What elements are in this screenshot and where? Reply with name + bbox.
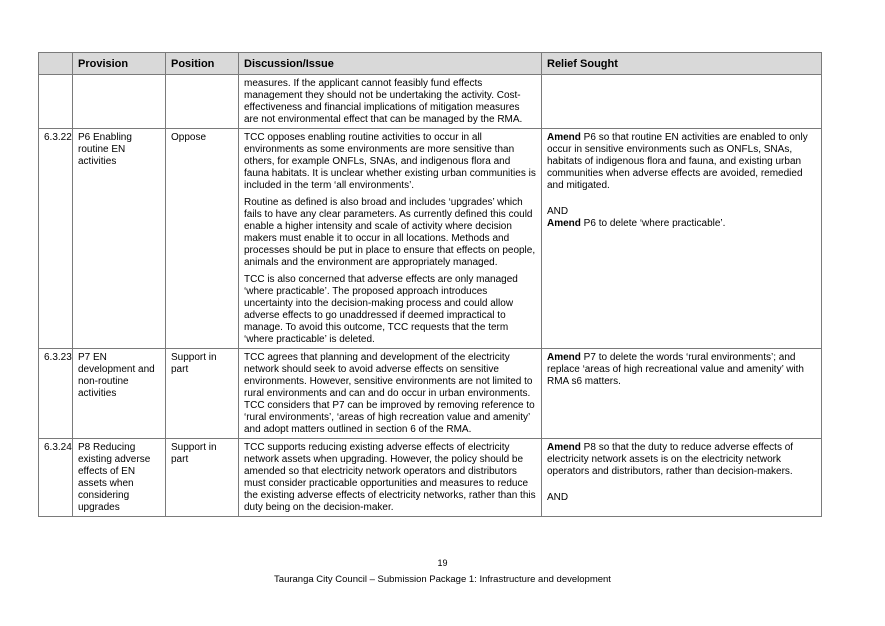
discussion-paragraph: TCC is also concerned that adverse effects are only managed ‘where practicable’. The proposed approach introduces uncertainty into the decision-making process and could allow adverse effects to go unaddressed if deemed impractical to manage. To avoid this outcome, TCC requests that the term ‘where practicable’ is deleted.	[244, 274, 518, 345]
discussion-paragraph: TCC opposes enabling routine activities to occur in all environments as some environments are more sensitive than others, for example ONFLs, SNAs, and indigenous flora and fauna habitats. It is unclear whether existing urban communities is included in the term ‘all environments’.	[244, 132, 536, 191]
cell-ref	[39, 75, 73, 129]
relief-action: Amend	[547, 218, 581, 229]
relief-text: AND	[547, 206, 569, 217]
cell-position: Support in part	[166, 439, 239, 517]
header-provision: Provision	[73, 53, 166, 75]
table-row	[39, 75, 822, 129]
relief-action: Amend	[547, 442, 581, 453]
cell-discussion	[239, 439, 542, 517]
relief-action: Amend	[547, 352, 581, 363]
submission-table	[38, 52, 822, 517]
cell-relief	[542, 75, 822, 129]
table-row	[39, 349, 822, 439]
relief-paragraph	[547, 206, 816, 218]
table-row	[39, 439, 822, 517]
cell-provision	[73, 75, 166, 129]
header-relief: Relief Sought	[542, 53, 822, 75]
page-number: 19	[437, 558, 448, 568]
cell-position	[166, 75, 239, 129]
cell-ref: 6.3.24	[39, 439, 73, 517]
discussion-paragraph: TCC supports reducing existing adverse effects of electricity network assets when upgrading. However, the policy should be amended so that electricity network operators and distributors must consider practicable opportunities and measures to reduce the existing adverse effects of electricity networks, rather than this duty being on the decision-maker.	[244, 442, 536, 513]
relief-paragraph	[547, 352, 816, 388]
header-ref	[39, 53, 73, 75]
cell-discussion	[239, 349, 542, 439]
cell-discussion	[239, 129, 542, 349]
footer-title: Tauranga City Council – Submission Package 1: Infrastructure and development	[274, 574, 611, 585]
discussion-paragraph: measures. If the applicant cannot feasibly fund effects management they should not be undertaking the activity. Cost-effectiveness and financial implications of mitigation measures are not environmental effect that can be managed by the RMA.	[244, 78, 523, 125]
cell-relief	[542, 349, 822, 439]
relief-text: P7 to delete the words ‘rural environments’; and replace ‘areas of high recreational value and amenity’ with RMA s6 matters.	[547, 352, 804, 387]
relief-text: AND	[547, 492, 569, 503]
cell-discussion	[239, 75, 542, 129]
header-discussion: Discussion/Issue	[239, 53, 542, 75]
cell-position: Oppose	[166, 129, 239, 349]
relief-text: P6 to delete ‘where practicable’.	[580, 218, 726, 229]
cell-position: Support in part	[166, 349, 239, 439]
cell-provision: P8 Reducing existing adverse effects of EN assets when considering upgrades	[73, 439, 166, 517]
cell-relief	[542, 129, 822, 349]
relief-paragraph	[547, 218, 816, 230]
cell-ref: 6.3.22	[39, 129, 73, 349]
relief-paragraph	[547, 442, 816, 478]
relief-paragraph	[547, 492, 816, 504]
discussion-paragraph: Routine as defined is also broad and includes ‘upgrades’ which fails to have any clear parameters. As currently defined this could enable a higher intensity and scale of activity where decision makers must enable it to occur in all locations. Methods and processes should be put in place to ensure that effects on people, animals and the environment are appropriately managed.	[244, 197, 536, 268]
table-header-row	[39, 53, 822, 75]
cell-relief	[542, 439, 822, 517]
table-row	[39, 129, 822, 349]
discussion-paragraph: TCC agrees that planning and development of the electricity network should seek to avoid adverse effects on sensitive environments. However, sensitive environments are not limited to rural environments and can and do occur in urban environments. TCC considers that P7 can be improved by removing reference to ‘rural environments’, ‘areas of high recreation value and amenity’ and adopt matters outlined in section 6 of the RMA.	[244, 352, 535, 435]
header-position: Position	[166, 53, 239, 75]
relief-text: P8 so that the duty to reduce adverse effects of electricity network assets is on the electricity network operators and distributors, rather than decision-makers.	[547, 442, 794, 477]
cell-provision: P7 EN development and non-routine activities	[73, 349, 166, 439]
relief-action: Amend	[547, 132, 581, 143]
relief-text: P6 so that routine EN activities are enabled to only occur in sensitive environments such as ONFLs, SNAs, habitats of indigenous flora and fauna, and existing urban communities when adverse effects are avoided, remedied and mitigated.	[547, 132, 808, 191]
cell-ref: 6.3.23	[39, 349, 73, 439]
cell-provision: P6 Enabling routine EN activities	[73, 129, 166, 349]
relief-paragraph	[547, 132, 816, 192]
